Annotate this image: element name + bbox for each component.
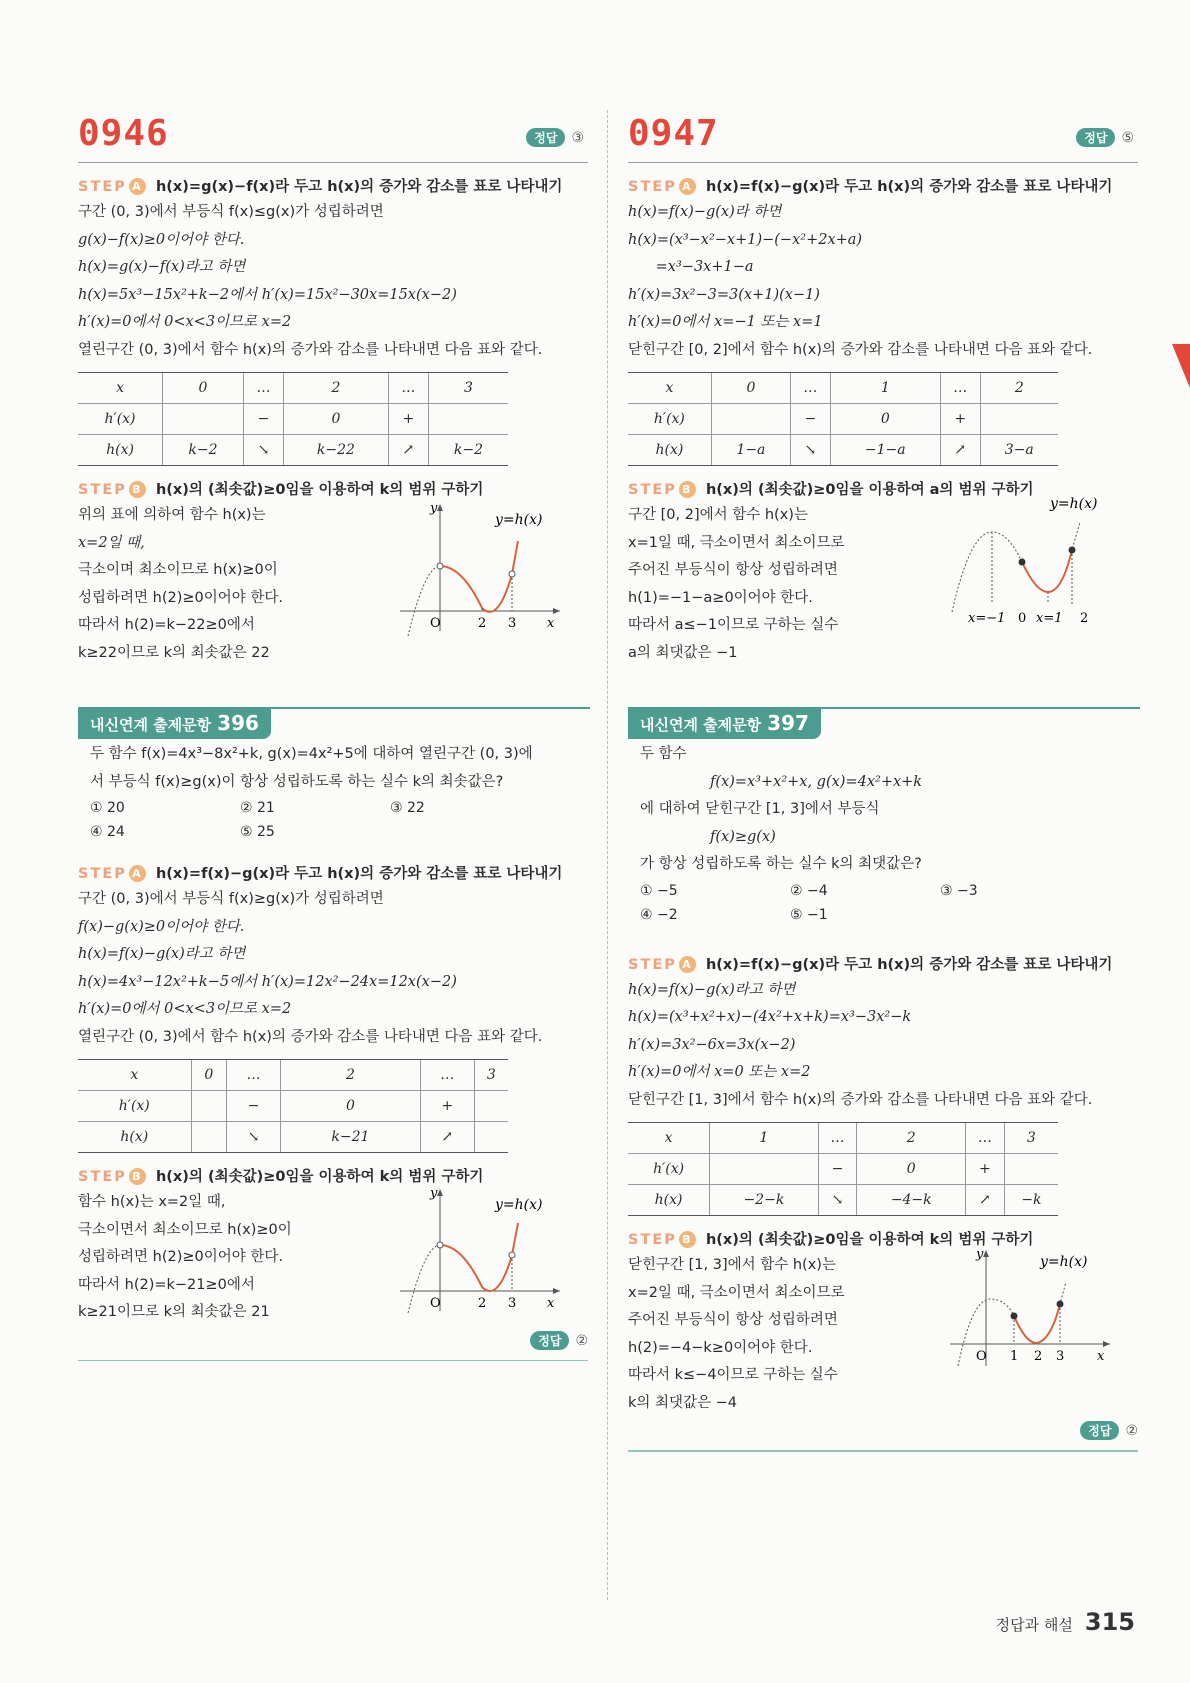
- math-line: h′(x)=3x²−6x=3x(x−2): [628, 1036, 796, 1053]
- axis-label-y: y: [430, 1186, 438, 1201]
- math-line: h(x)=(x³+x²+x)−(4x²+x+k)=x³−3x²−k: [628, 1009, 912, 1025]
- curve-label: y=h(x): [495, 512, 543, 528]
- answer-value: ③: [571, 130, 584, 146]
- function-graph: [390, 496, 570, 636]
- text-line: 주어진 부등식이 항상 성립하려면: [628, 562, 838, 578]
- text-line: 주어진 부등식이 항상 성립하려면: [628, 1312, 838, 1328]
- step-b-section: [78, 478, 588, 667]
- step-b-heading: STEP B h(x)의 (최솟값)≥0임을 이용하여 k의 범위 구하기: [78, 1169, 484, 1185]
- tick-label: 0: [1018, 611, 1027, 626]
- options-row: [78, 796, 588, 820]
- problem-line: 가 항상 성립하도록 하는 실수 k의 최댓값은?: [640, 856, 922, 872]
- text-line: k≥22이므로 k의 최솟값은 22: [78, 644, 270, 661]
- tick-label: x=−1: [968, 611, 1006, 626]
- answer-indicator: [526, 128, 584, 147]
- step-a-tag: STEP A: [78, 179, 146, 195]
- math-line: h(x)=f(x)−g(x)라고 하면: [78, 946, 246, 962]
- tick-label: 3: [1056, 1349, 1065, 1364]
- step-a-heading: STEP A h(x)=f(x)−g(x)라 두고 h(x)의 증가와 감소를 표로 나타내기: [78, 866, 563, 882]
- math-line: g(x)−f(x)≥0이어야 한다.: [78, 231, 245, 248]
- naeshin-header: [628, 707, 1138, 741]
- option: ① 20: [90, 800, 125, 816]
- answer-badge: 정답: [526, 128, 565, 147]
- origin-label: O: [976, 1349, 987, 1364]
- text-line: 열린구간 (0, 3)에서 함수 h(x)의 증가와 감소를 나타내면 다음 표와 같다.: [78, 341, 543, 358]
- option: ② 21: [240, 800, 275, 816]
- step-b-title: h(x)의 (최솟값)≥0임을 이용하여 a의 범위 구하기: [705, 482, 1034, 498]
- function-graph: [390, 1183, 570, 1313]
- text-line: 성립하려면 h(2)≥0이어야 한다.: [78, 1249, 284, 1265]
- problem-text: [78, 741, 588, 796]
- problem-text: [628, 741, 1138, 879]
- text-line: 따라서 k≤−4이므로 구하는 실수: [628, 1367, 838, 1383]
- naeshin-label: 내신연계 출제문항 397: [628, 707, 821, 739]
- origin-label: O: [430, 616, 441, 631]
- tick-label: x=1: [1036, 611, 1063, 626]
- origin-label: O: [430, 1296, 441, 1311]
- problem-line: 두 함수 f(x)=4x³−8x²+k, g(x)=4x²+5에 대하여 열린구간 (0, 3)에: [90, 746, 533, 762]
- step-b-section: [628, 1228, 1138, 1417]
- curve-label: y=h(x): [1040, 1254, 1088, 1270]
- text-line: 따라서 a≤−1이므로 구하는 실수: [628, 617, 839, 633]
- text-line: 닫힌구간 [1, 3]에서 함수 h(x)는: [628, 1257, 836, 1273]
- math-line: h(x)=g(x)−f(x)라고 하면: [78, 259, 246, 275]
- text-line: 구간 (0, 3)에서 부등식 f(x)≤g(x)가 성립하려면: [78, 204, 384, 220]
- function-graph: [940, 1244, 1120, 1374]
- options-row: [628, 879, 1138, 903]
- math-line: h′(x)=0에서 0<x<3이므로 x=2: [78, 1001, 292, 1017]
- final-answer: 정답 ②: [78, 1331, 588, 1350]
- page-number: 315: [1084, 1608, 1135, 1636]
- tick-label: 3: [508, 1296, 517, 1311]
- problem-number: 0947: [628, 113, 719, 154]
- step-a-heading: [78, 175, 588, 199]
- text-line: 성립하려면 h(2)≥0이어야 한다.: [78, 589, 284, 606]
- text-line: 닫힌구간 [1, 3]에서 함수 h(x)의 증가와 감소를 나타내면 다음 표와 같다.: [628, 1091, 1093, 1108]
- page-footer: [996, 1608, 1135, 1636]
- solution-0947: [628, 110, 1138, 1452]
- text-line: 닫힌구간 [0, 2]에서 함수 h(x)의 증가와 감소를 나타내면 다음 표와 같다.: [628, 341, 1093, 358]
- text-line: 구간 (0, 3)에서 부등식 f(x)≥g(x)가 성립하려면: [78, 891, 384, 907]
- axis-label-y: y: [430, 501, 438, 516]
- step-b-section: [78, 1165, 588, 1327]
- math-line: h′(x)=0에서 0<x<3이므로 x=2: [78, 314, 292, 330]
- math-line: h(x)=f(x)−g(x)라 하면: [628, 204, 782, 220]
- axis-label-x: x: [547, 1296, 555, 1311]
- curve-label: y=h(x): [1050, 496, 1098, 512]
- text-line: h(2)=−4−k≥0이어야 한다.: [628, 1339, 813, 1356]
- text-line: 함수 h(x)는 x=2일 때,: [78, 1194, 226, 1210]
- option: ① −5: [640, 882, 678, 899]
- option: ③ −3: [940, 882, 978, 899]
- tick-label: 3: [508, 616, 517, 631]
- option: ④ 24: [90, 824, 125, 840]
- curve-label: y=h(x): [495, 1197, 543, 1213]
- axis-label-y: y: [976, 1247, 984, 1262]
- option: ③ 22: [390, 800, 425, 816]
- text-line: h(1)=−1−a≥0이어야 한다.: [628, 589, 813, 606]
- step-a-title: h(x)=f(x)−g(x)라 두고 h(x)의 증가와 감소를 표로 나타내기: [705, 956, 1113, 973]
- option: ⑤ −1: [790, 906, 828, 923]
- text-line: 열린구간 (0, 3)에서 함수 h(x)의 증가와 감소를 나타내면 다음 표와 같다.: [78, 1028, 543, 1045]
- tick-label: 2: [478, 1296, 487, 1311]
- math-line: h′(x)=3x²−3=3(x+1)(x−1): [628, 286, 820, 303]
- text-line: 따라서 h(2)=k−21≥0에서: [78, 1276, 255, 1293]
- axis-label-x: x: [547, 616, 555, 631]
- text-line: x=2일 때, 극소이면서 최소이므로: [628, 1284, 845, 1301]
- section-end-rule: [628, 1450, 1138, 1452]
- text-line: 따라서 h(2)=k−22≥0에서: [78, 617, 255, 633]
- step-b-tag: STEP B: [78, 482, 146, 498]
- options-row: [628, 903, 1138, 927]
- option: ⑤ 25: [240, 824, 275, 840]
- math-line: f(x)−g(x)≥0이어야 한다.: [78, 918, 245, 935]
- naeshin-label: 내신연계 출제문항 396: [78, 707, 271, 739]
- column-divider: [607, 110, 608, 1600]
- step-b-section: [628, 478, 1138, 667]
- answer-indicator: 정답 ⑤: [1076, 128, 1134, 147]
- option: ④ −2: [640, 906, 678, 923]
- step-a-title: h(x)=g(x)−f(x)라 두고 h(x)의 증가와 감소를 표로 나타내기: [155, 179, 563, 195]
- step-a-heading: STEP A h(x)=f(x)−g(x)라 두고 h(x)의 증가와 감소를 표로 나타내기: [628, 956, 1113, 973]
- naeshin-header: [78, 707, 588, 741]
- math-line: =x³−3x+1−a: [628, 259, 754, 275]
- step-b-title: h(x)의 (최솟값)≥0임을 이용하여 k의 범위 구하기: [155, 1169, 484, 1185]
- step-a-body: [78, 199, 588, 364]
- problem-line: 서 부등식 f(x)≥g(x)이 항상 성립하도록 하는 실수 k의 최솟값은?: [90, 773, 504, 790]
- problem-number: 0946: [78, 113, 169, 154]
- problem-line: f(x)=x³+x²+x, g(x)=4x²+x+k: [710, 773, 923, 790]
- math-line: x=2일 때,: [78, 534, 145, 551]
- math-line: h(x)=5x³−15x²+k−2에서 h′(x)=15x²−30x=15x(x−2): [78, 286, 457, 303]
- step-b-title: h(x)의 (최솟값)≥0임을 이용하여 k의 범위 구하기: [705, 1232, 1034, 1248]
- step-b-heading: STEP B h(x)의 (최솟값)≥0임을 이용하여 k의 범위 구하기: [628, 1232, 1034, 1248]
- math-line: h′(x)=0에서 x=0 또는 x=2: [628, 1064, 811, 1080]
- footer-label: 정답과 해설: [995, 1616, 1073, 1634]
- tick-label: 2: [1034, 1349, 1043, 1364]
- problem-line: 에 대하여 닫힌구간 [1, 3]에서 부등식: [640, 801, 880, 817]
- tick-label: 2: [1080, 611, 1089, 626]
- option: ② −4: [790, 882, 828, 899]
- variation-table: x 0 … 2 … 3 h′(x) − 0 + h(x) ↘ k−21 ↗: [78, 1059, 508, 1153]
- text-line: 극소이며 최소이므로 h(x)≥0이: [78, 562, 278, 578]
- tick-label: 1: [1010, 1349, 1019, 1364]
- step-a-heading: STEP A h(x)=f(x)−g(x)라 두고 h(x)의 증가와 감소를 표로 나타내기: [628, 179, 1113, 195]
- variation-table: x 0 … 1 … 2 h′(x) − 0 + h(x) 1−a ↘ −1−a ↗ 3−a: [628, 372, 1058, 466]
- text-line: 위의 표에 의하여 함수 h(x)는: [78, 507, 266, 523]
- text-line: k의 최댓값은 −4: [628, 1394, 738, 1411]
- step-b-title: h(x)의 (최솟값)≥0임을 이용하여 k의 범위 구하기: [155, 482, 484, 498]
- variation-table: x 0 … 2 … 3 h′(x) − 0 + h(x) k−2 ↘ k−22 ↗ k−2: [78, 372, 508, 466]
- math-line: h(x)=(x³−x²−x+1)−(−x²+2x+a): [628, 231, 863, 248]
- text-line: a의 최댓값은 −1: [628, 644, 738, 661]
- section-end-rule: [78, 1360, 588, 1362]
- text-line: 구간 [0, 2]에서 함수 h(x)는: [628, 507, 808, 523]
- variation-table: x 1 … 2 … 3 h′(x) − 0 + h(x) −2−k ↘ −4−k ↗ −k: [628, 1122, 1058, 1216]
- problem-line: f(x)≥g(x): [710, 828, 776, 845]
- math-line: h(x)=f(x)−g(x)라고 하면: [628, 981, 796, 998]
- page-edge-tab: [1172, 344, 1190, 388]
- text-line: k≥21이므로 k의 최솟값은 21: [78, 1304, 270, 1320]
- axis-label-x: x: [1097, 1349, 1105, 1364]
- step-a-title: h(x)=f(x)−g(x)라 두고 h(x)의 증가와 감소를 표로 나타내기: [155, 866, 563, 882]
- text-line: 극소이면서 최소이므로 h(x)≥0이: [78, 1221, 292, 1238]
- problem-header: [628, 110, 1138, 163]
- options-row: [78, 820, 588, 844]
- step-a-title: h(x)=f(x)−g(x)라 두고 h(x)의 증가와 감소를 표로 나타내기: [705, 179, 1113, 195]
- text-line: x=1일 때, 극소이면서 최소이므로: [628, 534, 845, 551]
- final-answer: 정답 ②: [628, 1421, 1138, 1440]
- tick-label: 2: [478, 616, 487, 631]
- step-b-heading: STEP B h(x)의 (최솟값)≥0임을 이용하여 a의 범위 구하기: [628, 482, 1034, 498]
- solution-0946: [78, 110, 588, 1361]
- math-line: h(x)=4x³−12x²+k−5에서 h′(x)=12x²−24x=12x(x−2): [78, 973, 457, 990]
- function-graph: [940, 492, 1120, 632]
- math-line: h′(x)=0에서 x=−1 또는 x=1: [628, 314, 823, 330]
- problem-header: [78, 110, 588, 163]
- problem-line: 두 함수: [640, 746, 687, 762]
